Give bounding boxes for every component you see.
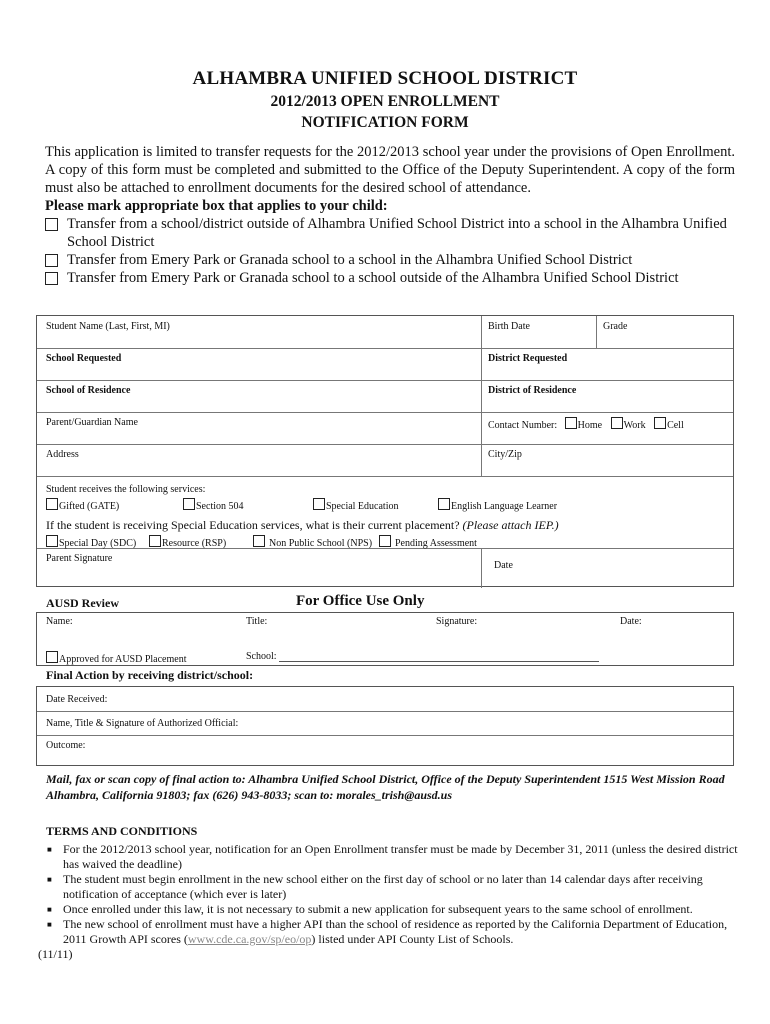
reviewer-signature-field[interactable]: Signature: — [436, 616, 478, 627]
terms-item — [45, 902, 745, 917]
service-special-ed-label: Special Education — [326, 501, 399, 512]
contact-number-field[interactable] — [488, 417, 684, 432]
checkbox[interactable] — [46, 651, 58, 663]
address-field[interactable]: Address — [46, 449, 79, 460]
checkbox[interactable] — [46, 535, 58, 547]
placement-question — [46, 519, 559, 531]
school-of-residence-field[interactable]: School of Residence — [46, 385, 131, 396]
reviewer-date-field[interactable]: Date: — [620, 616, 642, 627]
district-of-residence-field[interactable]: District of Residence — [488, 385, 577, 396]
checkbox[interactable] — [379, 535, 391, 547]
approved-placement-label: Approved for AUSD Placement — [59, 654, 187, 665]
form-subtitle-year: 2012/2013 OPEN ENROLLMENT — [270, 93, 500, 110]
placement-pending[interactable] — [379, 535, 477, 550]
service-504-label: Section 504 — [196, 501, 244, 512]
placement-rsp-label: Resource (RSP) — [162, 538, 227, 549]
bullet-icon: ■ — [47, 875, 52, 884]
placement-nps[interactable] — [253, 535, 372, 550]
student-info-table — [36, 315, 734, 587]
grade-field[interactable]: Grade — [603, 321, 628, 332]
services-label: Student receives the following services: — [46, 484, 206, 495]
option-label: Transfer from Emery Park or Granada school to a school in the Alhambra Unified School District — [67, 252, 633, 268]
service-special-ed[interactable] — [313, 498, 398, 513]
placement-note: (Please attach IEP.) — [462, 518, 559, 532]
terms-item-text: Once enrolled under this law, it is not necessary to submit a new application for subsequent years to the same school of enrollment. — [63, 902, 693, 916]
approved-placement[interactable] — [46, 651, 186, 666]
home-checkbox[interactable] — [565, 417, 577, 429]
final-action-table — [36, 686, 734, 766]
bullet-icon: ■ — [47, 920, 52, 929]
office-review-table — [36, 612, 734, 666]
checkbox[interactable] — [45, 272, 58, 285]
reviewer-title-field[interactable]: Title: — [246, 616, 268, 627]
revision-date: (11/11) — [38, 947, 73, 961]
option-emery-granada-outside-ausd[interactable] — [45, 269, 735, 287]
option-label: Transfer from Emery Park or Granada school to a school outside of the Alhambra Unified School District — [67, 270, 679, 286]
city-zip-field[interactable]: City/Zip — [488, 449, 522, 460]
form-subtitle: NOTIFICATION FORM — [301, 114, 469, 131]
school-field[interactable] — [246, 651, 277, 663]
checkbox[interactable] — [183, 498, 195, 510]
work-label: Work — [623, 420, 646, 431]
cde-api-link[interactable]: www.cde.ca.gov/sp/eo/op — [187, 932, 312, 946]
date-received-field[interactable]: Date Received: — [46, 694, 108, 705]
checkbox[interactable] — [149, 535, 161, 547]
placement-pending-label: Pending Assessment — [395, 538, 477, 549]
checkbox[interactable] — [253, 535, 265, 547]
birth-date-field[interactable]: Birth Date — [488, 321, 530, 332]
placement-question-text: If the student is receiving Special Education services, what is their current placement? — [46, 518, 460, 532]
mail-notice: Mail, fax or scan copy of final action to: Alhambra Unified School District, Office of the Deputy Superintendent 1515 West Mission Road Alhambra, California 91803; fax (626) 943-8033; scan to: morales_trish@ausd.us — [46, 772, 725, 802]
student-name-field[interactable]: Student Name (Last, First, MI) — [46, 321, 170, 332]
checkbox[interactable] — [313, 498, 325, 510]
cell-checkbox[interactable] — [654, 417, 666, 429]
bullet-icon: ■ — [47, 905, 52, 914]
placement-rsp[interactable] — [149, 535, 226, 550]
checkbox[interactable] — [45, 254, 58, 267]
outcome-field[interactable]: Outcome: — [46, 740, 86, 751]
instruction-text: Please mark appropriate box that applies to your child: — [45, 198, 388, 214]
work-checkbox[interactable] — [611, 417, 623, 429]
terms-item — [45, 917, 745, 947]
district-requested-field[interactable]: District Requested — [488, 353, 568, 364]
service-gifted-label: Gifted (GATE) — [59, 501, 120, 512]
ausd-review-label: AUSD Review — [46, 596, 119, 610]
school-label: School: — [246, 651, 277, 662]
cell-label: Cell — [667, 420, 684, 431]
form-title: ALHAMBRA UNIFIED SCHOOL DISTRICT — [192, 68, 578, 89]
school-line — [279, 661, 599, 662]
option-outside-into-ausd[interactable] — [45, 215, 735, 251]
authorized-official-field[interactable]: Name, Title & Signature of Authorized Official: — [46, 718, 239, 729]
intro-paragraph: This application is limited to transfer requests for the 2012/2013 school year under the provisions of Open Enrollment. A copy of this form must be completed and submitted to the Office of the Deputy Superintendent. A copy of the form must also be attached to enrollment documents for the desired school of attendance. — [45, 144, 735, 196]
placement-sdc[interactable] — [46, 535, 136, 550]
terms-item — [45, 842, 745, 872]
checkbox[interactable] — [46, 498, 58, 510]
home-label: Home — [577, 420, 603, 431]
terms-item-text: For the 2012/2013 school year, notification for an Open Enrollment transfer must be made by December 31, 2011 (unless the desired district has waived the deadline) — [63, 842, 738, 871]
parent-name-field[interactable]: Parent/Guardian Name — [46, 417, 138, 428]
bullet-icon: ■ — [47, 845, 52, 854]
terms-list — [45, 842, 745, 947]
service-ell-label: English Language Learner — [451, 501, 558, 512]
service-gifted[interactable] — [46, 498, 119, 513]
placement-nps-label: Non Public School (NPS) — [269, 538, 373, 549]
parent-signature-field[interactable]: Parent Signature — [46, 553, 113, 564]
terms-heading: TERMS AND CONDITIONS — [46, 824, 198, 838]
terms-item-text: The new school of enrollment must have a higher API than the school of residence as reported by the California Department of Education, 2011 Growth API scores ( — [63, 917, 728, 946]
terms-item-suffix: ) listed under API County List of Schools. — [311, 932, 514, 946]
service-ell[interactable] — [438, 498, 557, 513]
contact-number-label: Contact Number: — [488, 420, 558, 431]
office-use-heading: For Office Use Only — [296, 593, 425, 609]
reviewer-name-field[interactable]: Name: — [46, 616, 73, 627]
terms-item-text: The student must begin enrollment in the new school either on the first day of school or no later than 14 calendar days after receiving notification of acceptance (which ever is later) — [63, 872, 703, 901]
terms-item — [45, 872, 745, 902]
option-label: Transfer from a school/district outside of Alhambra Unified School District into a school in the Alhambra Unified School District — [67, 216, 727, 250]
service-504[interactable] — [183, 498, 244, 513]
final-action-heading: Final Action by receiving district/school: — [46, 668, 254, 682]
signature-date-field[interactable]: Date — [494, 560, 513, 571]
option-emery-granada-into-ausd[interactable] — [45, 251, 735, 269]
school-requested-field[interactable]: School Requested — [46, 353, 122, 364]
placement-sdc-label: Special Day (SDC) — [59, 538, 137, 549]
checkbox[interactable] — [438, 498, 450, 510]
checkbox[interactable] — [45, 218, 58, 231]
